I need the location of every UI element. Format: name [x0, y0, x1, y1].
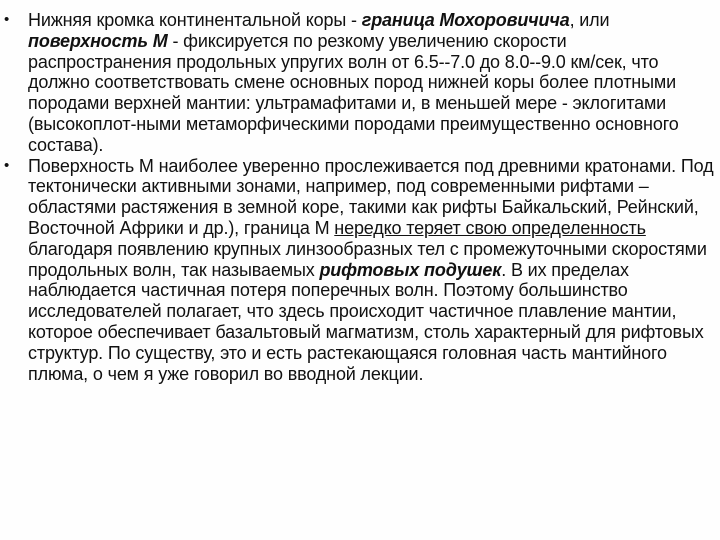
- paragraph-text: - фиксируется по резкому увеличению скорости распространения продольных упругих волн от 6.5--7.0 до 8.0--9.0 км/сек, что должно соответствовать смене основных пород нижней коры более плотными породами верхней мантии: ультрамафитами и, в меньшей мере - эклогитами (высокоплот-ными метаморфическими породами преимущественно основного состава).: [28, 30, 679, 155]
- underlined-phrase: нередко теряет свою определенность: [334, 217, 646, 238]
- paragraph-text: , или: [569, 10, 610, 30]
- paragraph-text: благодаря появлению крупных линзообразных тел с промежуточными скоростями продольных волн, так называемых: [28, 238, 707, 280]
- paragraph-text: . В их пределах наблюдается частичная потеря поперечных волн. Поэтому большинство исследователей полагает, что здесь происходит частичное плавление мантии, которое обеспечивает базальтовый магматизм, столь характерный для рифтовых структур. По существу, это и есть растекающаяся головная часть мантийного плюма, о чем я уже говорил во вводной лекции.: [28, 259, 704, 384]
- paragraph-text: Поверхность М наиболее уверенно прослеживается под древними кратонами. Под тектонически активными зонами, например, под современными рифтами – областями растяжения в земной коре, такими как рифты Байкальский, Рейнский, Восточной Африки и др.), граница М: [28, 155, 714, 238]
- list-item-m-surface-cratons: [0, 156, 714, 385]
- paragraph-text: Нижняя кромка континентальной коры -: [28, 10, 362, 30]
- term-mohorovicic-boundary: граница Мохоровичича: [361, 10, 570, 30]
- bullet-icon: •: [4, 156, 10, 174]
- term-rift-cushions: рифтовых подушек: [319, 259, 502, 280]
- bullet-list: [0, 10, 714, 384]
- term-m-surface: поверхность М: [28, 30, 168, 51]
- list-item-moho-definition: [0, 10, 714, 156]
- bullet-icon: •: [4, 11, 10, 28]
